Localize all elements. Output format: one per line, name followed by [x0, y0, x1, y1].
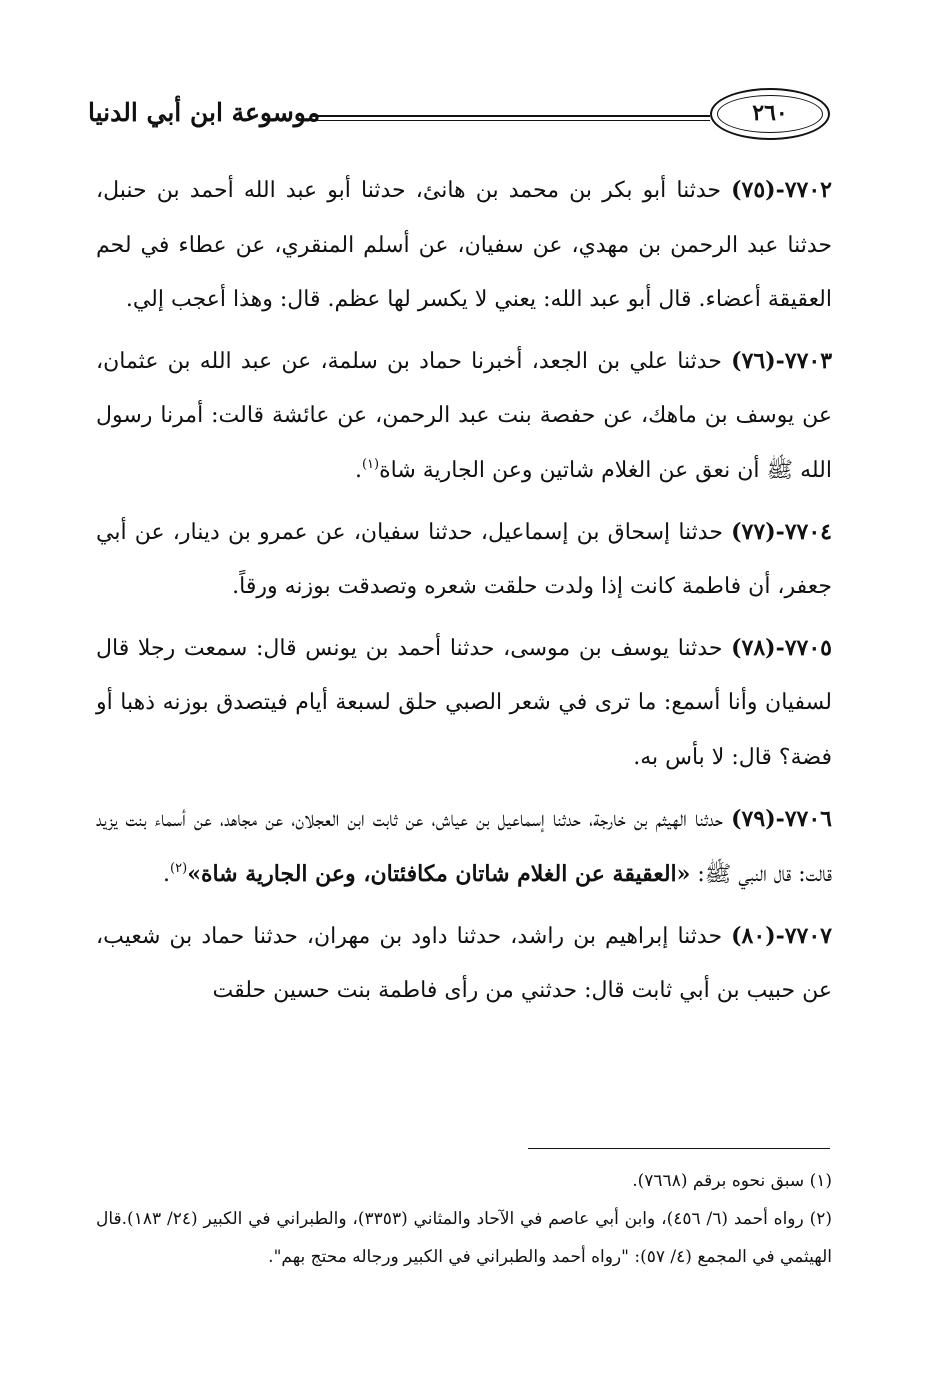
hadith-number: ٧٧٠٥-(٧٨): [731, 634, 832, 661]
hadith-end: .: [354, 457, 362, 483]
header-rule-thin: [313, 120, 710, 121]
hadith-number: ٧٧٠٧-(٨٠): [731, 922, 832, 949]
hadith-7706: [96, 792, 832, 903]
hadith-number: ٧٧٠٣-(٧٦): [731, 347, 833, 374]
hadith-7703: [96, 334, 832, 499]
hadith-text: حدثنا الهيثم بن خارجة، حدثنا إسماعيل بن عياش، عن ثابت ابن العجلان، عن مجاهد، عن أسماء بنت يزيد قالت: قال النبي ﷺ:: [96, 806, 832, 888]
hadith-text: حدثنا علي بن الجعد، أخبرنا حماد بن سلمة، عن عبد الله بن عثمان، عن يوسف بن ماهك، عن حفصة بنت عبد الرحمن، عن عائشة قالت: أمرنا رسول الله ﷺ أن نعق عن الغلام شاتين وعن الجارية شاة: [96, 348, 832, 483]
hadith-number: ٧٧٠٦-(٧٩): [731, 805, 832, 832]
header-rule: [313, 115, 710, 117]
footnote-ref: (٢): [170, 861, 188, 877]
page-number-oval: [710, 88, 830, 140]
hadith-7702: [96, 163, 832, 328]
hadith-quote: «العقيقة عن الغلام شاتان مكافئتان، وعن الجارية شاة»: [187, 861, 691, 888]
hadith-text: حدثنا يوسف بن موسى، حدثنا أحمد بن يونس قال: سمعت رجلا قال لسفيان وأنا أسمع: ما ترى في شعر الصبي حلق لسبعة أيام فيتصدق بوزنه ذهبا أو فضة؟ قال: لا بأس به.: [96, 635, 832, 770]
hadith-number: ٧٧٠٤-(٧٧): [731, 518, 832, 545]
hadith-7705: [96, 621, 832, 786]
footnote-ref: (١): [361, 456, 380, 472]
page-number: ٢٦٠: [752, 100, 788, 126]
page-header: [88, 84, 830, 146]
footnote-1: (١) سبق نحوه برقم (٧٦٦٨).: [632, 1171, 832, 1191]
main-text: [96, 163, 832, 1025]
book-title: موسوعة ابن أبي الدنيا: [88, 98, 321, 127]
footnote-separator: [528, 1148, 830, 1149]
hadith-7704: [96, 505, 832, 615]
hadith-text: حدثنا إبراهيم بن راشد، حدثنا داود بن مهران، حدثنا حماد بن شعيب، عن حبيب بن أبي ثابت قال: حدثني من رأى فاطمة بنت حسين حلقت: [96, 923, 832, 1004]
hadith-number: ٧٧٠٢-(٧٥): [731, 177, 832, 203]
hadith-text: حدثنا أبو بكر بن محمد بن هانئ، حدثنا أبو عبد الله أحمد بن حنبل، حدثنا عبد الرحمن بن مهدي، عن سفيان، عن أسلم المنقري، عن عطاء في لحم العقيقة أعضاء. قال أبو عبد الله: يعني لا يكسر لها عظم. قال: وهذا أعجب إلي.: [96, 178, 832, 313]
footnote-2: (٢) رواه أحمد (٦/ ٤٥٦)، وابن أبي عاصم في الآحاد والمثاني (٣٣٥٣)، والطبراني في الكبير (٢٤/ ١٨٣).قال الهيثمي في المجمع (٤/ ٥٧): "رواه أحمد والطبراني في الكبير ورجاله محتج بهم".: [96, 1209, 832, 1267]
hadith-end: .: [163, 862, 171, 888]
footnotes: [96, 1162, 832, 1276]
hadith-7707: [96, 909, 832, 1019]
hadith-text: حدثنا إسحاق بن إسماعيل، حدثنا سفيان، عن عمرو بن دينار، عن أبي جعفر، أن فاطمة كانت إذا ولدت حلقت شعره وتصدقت بوزنه ورقاً.: [96, 519, 832, 600]
